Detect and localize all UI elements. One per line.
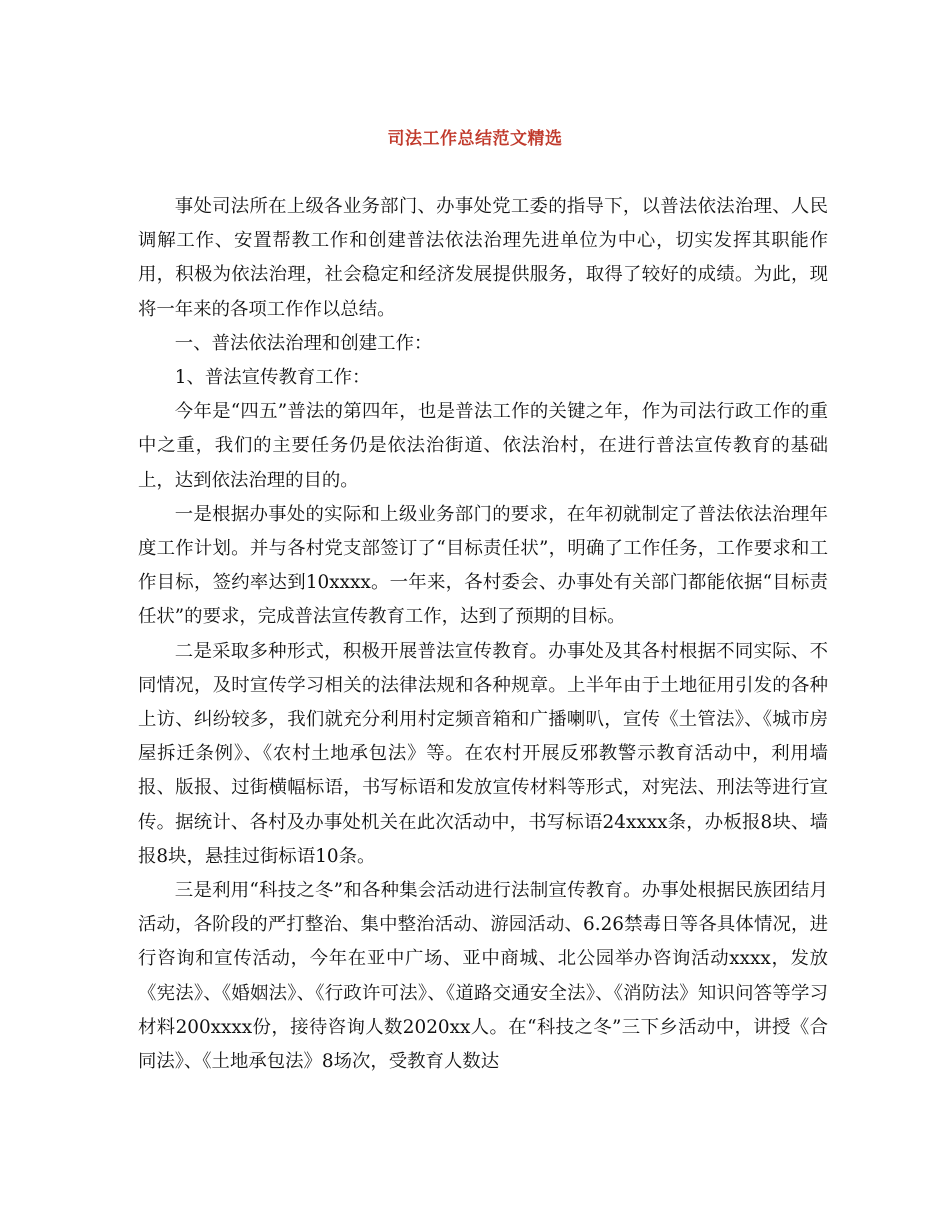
paragraph: 二是采取多种形式，积极开展普法宣传教育。办事处及其各村根据不同实际、不同情况，及时宣传学习相关的法律法规和各种规章。上半年由于土地征用引发的各种上访、纠纷较多，我们就充分利用村定频音箱和广播喇叭，宣传《土管法》、《城市房屋拆迁条例》、《农村土地承包法》等。在农村开展反邪教警示教育活动中，利用墙报、版报、过街横幅标语，书写标语和发放宣传材料等形式，对宪法、刑法等进行宣传。据统计、各村及办事处机关在此次活动中，书写标语24xxxx条，办板报8块、墙报8块，悬挂过街标语10条。 [138, 640, 828, 867]
document-body [138, 190, 828, 1079]
subsection-heading: 1、普法宣传教育工作： [174, 367, 371, 389]
paragraph: 三是利用“科技之冬”和各种集会活动进行法制宣传教育。办事处根据民族团结月活动，各阶段的严打整治、集中整治活动、游园活动、6.26禁毒日等各具体情况，进行咨询和宣传活动，今年在亚中广场、亚中商城、北公园举办咨询活动xxxx，发放《宪法》、《婚姻法》、《行政许可法》、《道路交通安全法》、《消防法》知识问答等学习材料200xxxx份，接待咨询人数2020xx人。在“科技之冬”三下乡活动中，讲授《合同法》、《土地承包法》8场次，受教育人数达 [138, 880, 828, 1073]
paragraph: 今年是“四五”普法的第四年，也是普法工作的关键之年，作为司法行政工作的重中之重，我们的主要任务仍是依法治街道、依法治村，在进行普法宣传教育的基础上，达到依法治理的目的。 [138, 401, 828, 491]
paragraph: 一是根据办事处的实际和上级业务部门的要求，在年初就制定了普法依法治理年度工作计划。并与各村党支部签订了“目标责任状”，明确了工作任务，工作要求和工作目标，签约率达到10xxxx。一年来，各村委会、办事处有关部门都能依据“目标责任状”的要求，完成普法宣传教育工作，达到了预期的目标。 [138, 503, 828, 628]
paragraph-intro: 事处司法所在上级各业务部门、办事处党工委的指导下，以普法依法治理、人民调解工作、安置帮教工作和创建普法依法治理先进单位为中心，切实发挥其职能作用，积极为依法治理，社会稳定和经济发展提供服务，取得了较好的成绩。为此，现将一年来的各项工作作以总结。 [138, 196, 828, 320]
section-heading: 一、普法依法治理和创建工作： [174, 332, 433, 354]
document-title: 司法工作总结范文精选 [387, 129, 563, 149]
